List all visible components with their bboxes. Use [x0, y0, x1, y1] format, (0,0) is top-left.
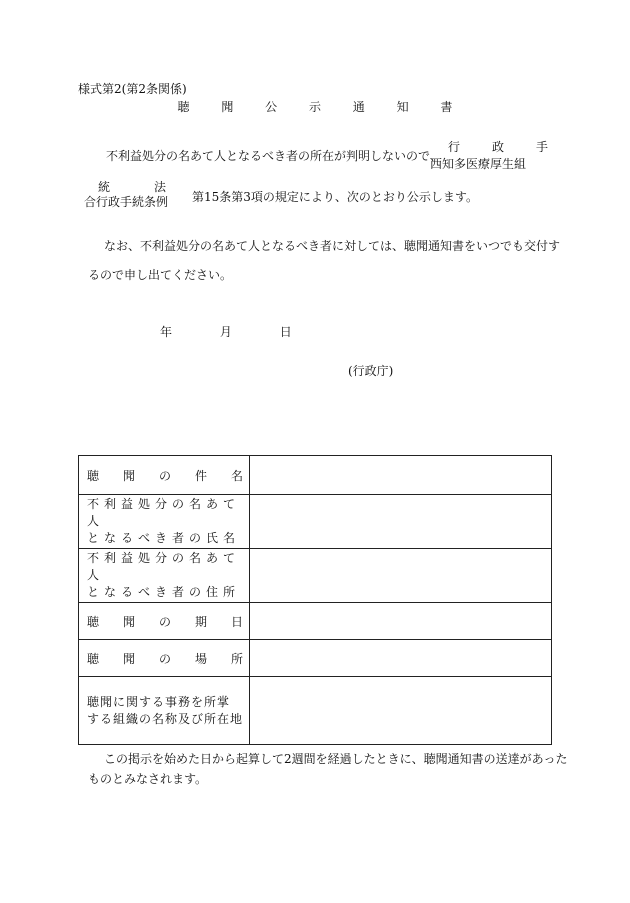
- agency-name-top: [430, 139, 548, 156]
- rule-name-stack: [84, 180, 182, 210]
- label-char: 聞: [122, 468, 135, 483]
- date-row: [160, 323, 314, 340]
- label-char: 聴: [87, 651, 100, 666]
- label-char: 場: [194, 651, 207, 666]
- form-number-label: 様式第2(第2条関係): [78, 82, 187, 96]
- row-label-office: [79, 677, 250, 745]
- date-month: 月: [219, 325, 232, 339]
- label-char: の: [158, 468, 171, 483]
- label-line: 不利益処分の名あて人: [87, 497, 241, 528]
- value-cell-place[interactable]: [250, 640, 552, 677]
- footer-note-line-1: この掲示を始めた日から起算して2週間を経過したときに、聴聞通知書の送達があった: [104, 752, 568, 766]
- statement-line-2: 第15条第3項の規定により、次のとおり公示します。: [192, 190, 478, 204]
- label-char: 所: [230, 651, 243, 666]
- label-line: する組織の名称及び所在地: [87, 711, 244, 726]
- rule-char: 法: [153, 180, 166, 194]
- label-char: 聞: [122, 614, 135, 629]
- agency-name-stack: [430, 139, 548, 173]
- label-char: 聴: [87, 614, 100, 629]
- agency-char: 行: [448, 140, 461, 154]
- value-cell-subject[interactable]: [250, 456, 552, 495]
- value-cell-date[interactable]: [250, 603, 552, 640]
- label-char: の: [158, 651, 171, 666]
- row-label-place: [79, 640, 250, 677]
- label-line: となるべき者の氏名: [87, 531, 241, 545]
- value-cell-name[interactable]: [250, 495, 552, 549]
- label-line: となるべき者の住所: [87, 585, 241, 599]
- row-label-address: [79, 549, 250, 603]
- statement-line-1: 不利益処分の名あて人となるべき者の所在が判明しないので、: [106, 149, 442, 163]
- date-year: 年: [160, 325, 173, 339]
- label-char: 日: [230, 614, 243, 629]
- paragraph-line-2: るので申し出てください。: [88, 268, 233, 282]
- date-day: 日: [279, 325, 292, 339]
- label-char: 期: [194, 614, 207, 629]
- row-label-date: [79, 603, 250, 640]
- table-row: [79, 495, 552, 549]
- rule-char: 統: [98, 180, 111, 194]
- label-line: 聴聞に関する事務を所掌: [87, 694, 231, 709]
- rule-name-bottom: 合行政手続条例: [84, 195, 169, 209]
- label-char: 件: [194, 468, 207, 483]
- label-char: の: [158, 614, 171, 629]
- value-cell-address[interactable]: [250, 549, 552, 603]
- label-char: 聴: [87, 468, 100, 483]
- paragraph-line-1: なお、不利益処分の名あて人となるべき者に対しては、聴聞通知書をいつでも交付す: [104, 239, 561, 253]
- table-row: [79, 677, 552, 745]
- label-char: 名: [230, 468, 243, 483]
- row-label-name: [79, 495, 250, 549]
- table-row: [79, 549, 552, 603]
- agency-char: 政: [491, 140, 504, 154]
- hearing-info-table: [78, 455, 552, 745]
- row-label-subject: [79, 456, 250, 495]
- footer-note-line-2: ものとみなされます。: [88, 772, 208, 786]
- value-cell-office[interactable]: [250, 677, 552, 745]
- agency-name-bottom: 西知多医療厚生組: [430, 157, 527, 171]
- table-row: [79, 640, 552, 677]
- document-title: 聴 聞 公 示 通 知 書: [177, 100, 467, 114]
- table-row: [79, 456, 552, 495]
- rule-name-top: [84, 180, 182, 195]
- agency-signature: (行政庁): [348, 364, 394, 378]
- agency-char: 手: [535, 140, 548, 154]
- label-line: 不利益処分の名あて人: [87, 551, 241, 582]
- label-char: 聞: [122, 651, 135, 666]
- table-row: [79, 603, 552, 640]
